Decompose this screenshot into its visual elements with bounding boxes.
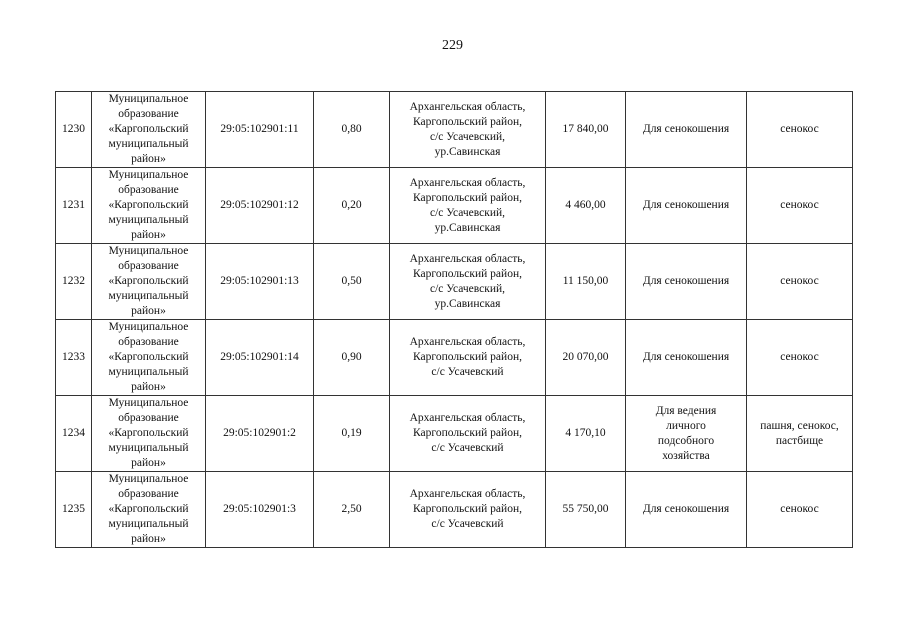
cadastral-number-cell: 29:05:102901:12 xyxy=(206,168,314,244)
area-cell: 0,50 xyxy=(314,244,390,320)
owner-cell: Муниципальное образование «Каргопольский муниципальный район» xyxy=(92,244,206,320)
cadastral-number-cell: 29:05:102901:14 xyxy=(206,320,314,396)
row-number: 1234 xyxy=(56,396,92,472)
area-cell: 0,80 xyxy=(314,92,390,168)
area-cell: 0,90 xyxy=(314,320,390,396)
table-row xyxy=(56,244,853,320)
value-cell: 4 170,10 xyxy=(546,396,626,472)
table-row xyxy=(56,168,853,244)
page-number: 229 xyxy=(442,38,463,53)
value-cell: 4 460,00 xyxy=(546,168,626,244)
table-row xyxy=(56,92,853,168)
row-number: 1233 xyxy=(56,320,92,396)
row-number: 1231 xyxy=(56,168,92,244)
purpose-cell: Для сенокошения xyxy=(626,472,747,548)
usage-cell: пашня, сенокос, пастбище xyxy=(747,396,853,472)
purpose-cell: Для сенокошения xyxy=(626,92,747,168)
area-cell: 0,20 xyxy=(314,168,390,244)
location-cell: Архангельская область, Каргопольский район, с/с Усачевский, ур.Савинская xyxy=(390,92,546,168)
location-cell: Архангельская область, Каргопольский район, с/с Усачевский xyxy=(390,320,546,396)
usage-cell: сенокос xyxy=(747,168,853,244)
usage-cell: сенокос xyxy=(747,92,853,168)
owner-cell: Муниципальное образование «Каргопольский муниципальный район» xyxy=(92,472,206,548)
cadastral-number-cell: 29:05:102901:2 xyxy=(206,396,314,472)
location-cell: Архангельская область, Каргопольский район, с/с Усачевский, ур.Савинская xyxy=(390,244,546,320)
row-number: 1230 xyxy=(56,92,92,168)
row-number: 1235 xyxy=(56,472,92,548)
cadastral-number-cell: 29:05:102901:3 xyxy=(206,472,314,548)
value-cell: 20 070,00 xyxy=(546,320,626,396)
usage-cell: сенокос xyxy=(747,320,853,396)
value-cell: 17 840,00 xyxy=(546,92,626,168)
usage-cell: сенокос xyxy=(747,472,853,548)
usage-cell: сенокос xyxy=(747,244,853,320)
owner-cell: Муниципальное образование «Каргопольский муниципальный район» xyxy=(92,396,206,472)
table-row xyxy=(56,320,853,396)
owner-cell: Муниципальное образование «Каргопольский муниципальный район» xyxy=(92,92,206,168)
table-row xyxy=(56,472,853,548)
location-cell: Архангельская область, Каргопольский район, с/с Усачевский, ур.Савинская xyxy=(390,168,546,244)
value-cell: 55 750,00 xyxy=(546,472,626,548)
cadastral-number-cell: 29:05:102901:11 xyxy=(206,92,314,168)
purpose-cell: Для ведения личного подсобного хозяйства xyxy=(626,396,747,472)
location-cell: Архангельская область, Каргопольский район, с/с Усачевский xyxy=(390,472,546,548)
location-cell: Архангельская область, Каргопольский район, с/с Усачевский xyxy=(390,396,546,472)
row-number: 1232 xyxy=(56,244,92,320)
purpose-cell: Для сенокошения xyxy=(626,244,747,320)
area-cell: 2,50 xyxy=(314,472,390,548)
purpose-cell: Для сенокошения xyxy=(626,168,747,244)
purpose-cell: Для сенокошения xyxy=(626,320,747,396)
area-cell: 0,19 xyxy=(314,396,390,472)
table-row xyxy=(56,396,853,472)
land-registry-table xyxy=(55,91,853,548)
value-cell: 11 150,00 xyxy=(546,244,626,320)
cadastral-number-cell: 29:05:102901:13 xyxy=(206,244,314,320)
owner-cell: Муниципальное образование «Каргопольский муниципальный район» xyxy=(92,320,206,396)
owner-cell: Муниципальное образование «Каргопольский муниципальный район» xyxy=(92,168,206,244)
